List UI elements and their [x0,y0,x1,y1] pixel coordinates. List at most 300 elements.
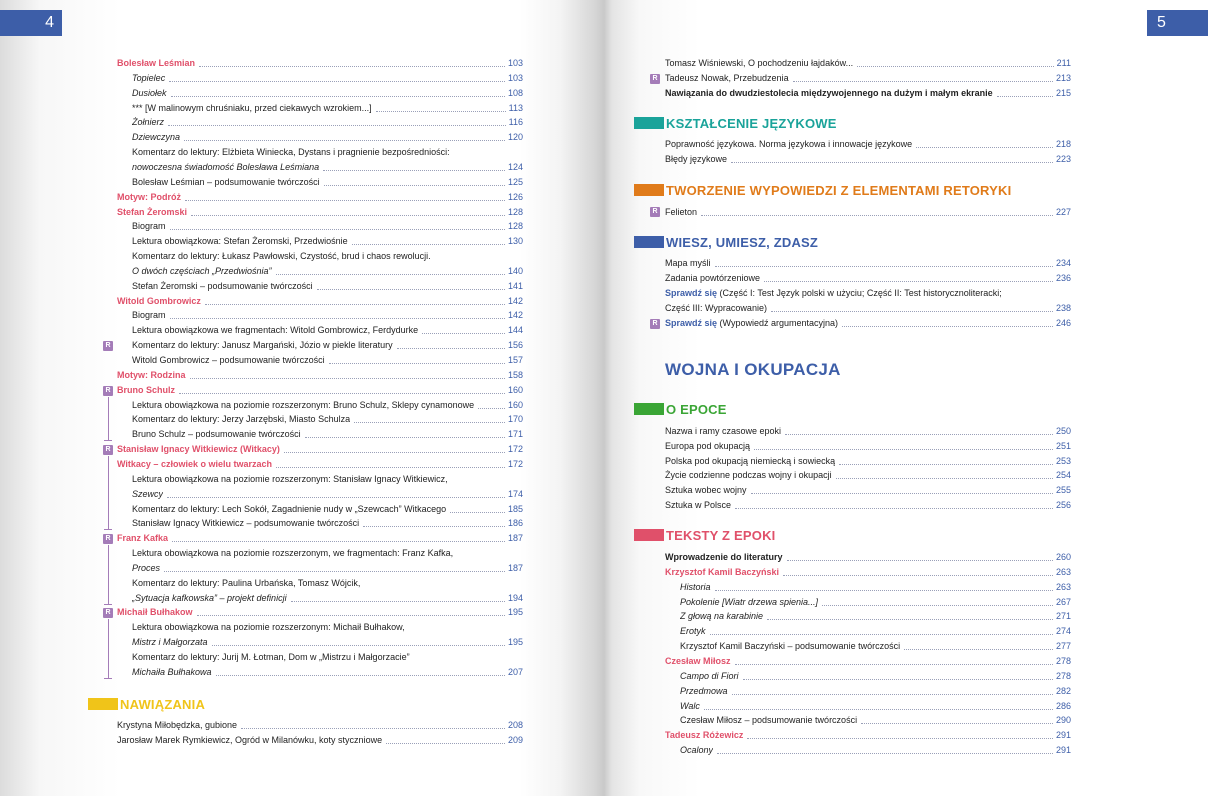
entry-title: Mapa myśli [665,258,711,268]
toc-entry[interactable] [665,454,1071,469]
leader-dots [169,81,505,82]
section-color-bar [634,117,664,129]
leader-dots [172,541,505,542]
toc-entry[interactable] [132,576,523,591]
leader-dots [839,464,1053,465]
entry-page-number: 108 [507,88,523,98]
entry-title: Krzysztof Kamil Baczyński [665,567,780,577]
entry-page-number: 290 [1055,715,1071,725]
entry-title: Tadeusz Nowak, Przebudzenia [665,73,789,83]
leader-dots [861,723,1053,724]
section-label: O EPOCE [666,401,727,417]
entry-title: Błędy językowe [665,154,728,164]
leader-dots [167,497,505,498]
toc-entry[interactable] [117,605,523,620]
toc-entry[interactable] [132,86,523,101]
toc-entry[interactable] [132,160,523,175]
leader-dots [197,615,505,616]
entry-title: Krzysztof Kamil Baczyński – podsumowanie twórczości [680,641,901,651]
extended-level-badge: R [650,319,660,329]
entry-page-number: 208 [507,720,523,730]
entry-page-number: 282 [1055,686,1071,696]
entry-page-number: 144 [507,325,523,335]
entry-page-number: 103 [507,58,523,68]
entry-title: Erotyk [680,626,706,636]
entry-title: „Sytuacja kafkowska” – projekt definicji [132,593,287,603]
entry-title: Stefan Żeromski – podsumowanie twórczości [132,281,313,291]
entry-page-number: 195 [507,607,523,617]
toc-entry[interactable] [665,56,1071,71]
leader-dots [717,753,1053,754]
entry-page-number: 160 [507,385,523,395]
entry-title: Życie codzienne podczas wojny i okupacji [665,470,832,481]
leader-dots [352,244,505,245]
entry-title: Michaił Bułhakow [117,607,193,617]
leader-dots [735,664,1053,665]
entry-title: Nazwa i ramy czasowe epoki [665,426,782,436]
toc-entry[interactable] [680,580,1071,595]
entry-page-number: 120 [507,132,523,142]
extended-level-badge: R [103,341,113,351]
entry-title: Biogram [132,310,166,320]
chapter-title: WOJNA I OKUPACJA [665,360,841,379]
toc-entry[interactable] [665,654,1071,669]
entry-title: Biogram [132,221,166,231]
toc-entry[interactable] [132,130,523,145]
leader-dots [185,200,505,201]
entry-page-number: 286 [1055,701,1071,711]
section-label: WIESZ, UMIESZ, ZDASZ [666,234,819,250]
toc-entry[interactable] [132,502,523,517]
entry-title: Europa pod okupacją [665,440,751,451]
entry-page-number: 128 [507,221,523,231]
toc-entry[interactable] [117,205,523,220]
entry-title: Franz Kafka [117,533,169,543]
entry-page-number: 211 [1056,58,1071,68]
entry-title: Komentarz do lektury: Paulina Urbańska, Tomasz Wójcik, [132,578,361,588]
entry-page-number: 271 [1055,611,1071,621]
leader-dots [836,478,1053,479]
entry-page-number: 209 [507,735,523,745]
toc-entry[interactable] [680,713,1071,728]
leader-dots [857,66,1054,67]
entry-page-number: 278 [1055,656,1071,666]
entry-title: Witold Gombrowicz [117,296,201,306]
entry-page-number: 125 [507,177,523,187]
toc-entry[interactable] [665,498,1071,513]
toc-entry[interactable] [132,353,523,368]
leader-dots [284,452,505,453]
entry-title: Stefan Żeromski [117,207,188,217]
section-heading [88,697,205,711]
entry-title: Komentarz do lektury: Lech Sokół, Zagadnienie nudy w „Szewcach” Witkacego [132,504,447,514]
leader-dots [190,378,505,379]
entry-page-number: 274 [1055,626,1071,636]
entry-title: Żołnierz [132,117,165,127]
extended-level-badge: R [103,608,113,618]
leader-dots [329,363,505,364]
leader-dots [168,125,506,126]
leader-dots [735,508,1053,509]
entry-page-number: 113 [508,103,523,113]
toc-entry[interactable] [132,546,523,561]
extended-range-line [108,619,109,678]
entry-page-number: 256 [1055,500,1071,510]
toc-entry[interactable] [665,256,1071,271]
entry-title: O dwóch częściach „Przedwiośnia” [132,266,272,276]
extended-range-line [108,545,109,604]
toc-entry[interactable] [132,516,523,531]
entry-title: Lektura obowiązkowa na poziomie rozszerzonym: Stanisław Ignacy Witkiewicz, [132,474,448,484]
entry-page-number: 246 [1055,318,1071,328]
entry-title: Bolesław Leśmian [117,58,196,68]
leader-dots [164,571,505,572]
entry-page-number: 116 [508,117,523,127]
toc-entry[interactable] [665,424,1071,439]
leader-dots [354,422,505,423]
leader-dots [363,526,505,527]
entry-page-number: 218 [1055,139,1071,149]
entry-title: Krystyna Miłobędzka, gubione [117,720,238,730]
leader-dots [324,185,505,186]
entry-title: Tadeusz Różewicz [665,730,744,740]
toc-entry[interactable] [132,279,523,294]
toc-entry[interactable] [132,175,523,190]
section-color-bar [634,403,664,415]
entry-page-number: 255 [1055,485,1071,496]
entry-title: Sztuka w Polsce [665,500,732,510]
entry-page-number: 277 [1055,641,1071,651]
entry-page-number: 278 [1055,671,1071,681]
entry-title: Lektura obowiązkowa na poziomie rozszerzonym: Michaił Bułhakow, [132,622,405,632]
entry-title: Czesław Miłosz [665,656,731,666]
section-color-bar [634,529,664,541]
toc-entry[interactable] [680,684,1071,699]
extended-level-badge: R [650,207,660,217]
leader-dots [767,619,1053,620]
toc-entry[interactable] [132,487,523,502]
section-heading [634,235,818,249]
entry-page-number: 160 [507,400,523,410]
entry-title: Historia [680,582,711,592]
entry-title: Czesław Miłosz – podsumowanie twórczości [680,715,858,725]
leader-dots [376,111,506,112]
toc-entry[interactable] [132,620,523,635]
entry-title: Jarosław Marek Rymkiewicz, Ogród w Milanówku, koty styczniowe [117,735,383,745]
extended-level-badge: R [103,386,113,396]
leader-dots [179,393,505,394]
entry-page-number: 215 [1055,88,1071,98]
leader-dots [171,96,505,97]
extended-range-cap [104,604,112,605]
entry-page-number: 174 [507,489,523,499]
leader-dots [731,162,1053,163]
entry-title: Nawiązania do dwudziestolecia międzywojennego na dużym i małym ekranie [665,88,993,98]
toc-entry[interactable] [132,665,523,680]
section-label: TEKSTY Z EPOKI [666,527,776,543]
entry-title: Szewcy [132,489,164,499]
toc-entry[interactable] [132,249,523,264]
entry-title: Campo di Fiori [680,671,739,681]
toc-entry[interactable] [117,442,523,457]
leader-dots [212,645,505,646]
entry-page-number: 171 [507,429,523,439]
entry-page-number: 291 [1055,745,1071,755]
entry-title: Pokolenie [Wiatr drzewa spienia...] [680,597,818,607]
toc-entry[interactable] [132,145,523,160]
entry-title: Przedmowa [680,686,728,696]
entry-page-number: 213 [1055,73,1071,83]
toc-entry[interactable] [132,561,523,576]
entry-title: Motyw: Rodzina [117,370,186,380]
toc-entry[interactable] [132,308,523,323]
leader-dots [743,679,1053,680]
leader-dots [170,318,505,319]
leader-dots [771,311,1053,312]
toc-entry[interactable] [665,286,1071,301]
entry-title: Sprawdź się (Wypowiedź argumentacyjna) [665,318,838,328]
leader-dots [422,333,505,334]
toc-entry[interactable] [132,338,523,353]
leader-dots [822,605,1053,606]
leader-dots [701,215,1053,216]
toc-entry[interactable] [680,743,1071,758]
toc-entry[interactable] [132,323,523,338]
leader-dots [783,575,1053,576]
entry-page-number: 172 [507,444,523,454]
entry-page-number: 130 [507,236,523,246]
page-number-right: 5 [1147,10,1208,36]
entry-title: Proces [132,563,161,573]
entry-title: Bolesław Leśmian – podsumowanie twórczości [132,177,320,187]
entry-page-number: 140 [507,266,523,276]
entry-page-number: 260 [1055,552,1071,562]
toc-entry[interactable] [665,468,1071,483]
toc-entry[interactable] [132,591,523,606]
entry-title: Bruno Schulz – podsumowanie twórczości [132,429,301,439]
toc-entry[interactable] [680,609,1071,624]
entry-page-number: 124 [507,162,523,172]
leader-dots [191,215,505,216]
leader-dots [199,66,505,67]
entry-title: Michaiła Bułhakowa [132,667,212,677]
toc-entry[interactable] [117,56,523,71]
entry-title: Komentarz do lektury: Jurij M. Łotman, Dom w „Mistrzu i Małgorzacie” [132,652,410,662]
toc-entry[interactable] [665,316,1071,331]
entry-title: Felieton [665,207,698,217]
leader-dots [216,675,505,676]
entry-title: Dziewczyna [132,132,181,142]
section-heading [634,116,837,130]
entry-page-number: 263 [1055,582,1071,592]
toc-entry[interactable] [132,650,523,665]
toc-entry[interactable] [132,101,523,116]
entry-page-number: 234 [1055,258,1071,268]
entry-title: Poprawność językowa. Norma językowa i innowacje językowe [665,139,913,149]
leader-dots [997,96,1053,97]
entry-title: Z głową na karabinie [680,611,764,621]
entry-title: Lektura obowiązkowa: Stefan Żeromski, Przedwiośnie [132,236,348,246]
section-color-bar [634,184,664,196]
toc-entry[interactable] [117,368,523,383]
leader-dots [754,449,1053,450]
entry-page-number: 236 [1055,273,1071,283]
extended-level-badge: R [103,534,113,544]
toc-entry[interactable] [680,624,1071,639]
leader-dots [323,170,505,171]
entry-title: Ocalony [680,745,714,755]
entry-page-number: 158 [507,370,523,380]
entry-title: Sprawdź się (Część I: Test Język polski w użyciu; Część II: Test historycznoliteracki; [665,288,1002,298]
toc-entry[interactable] [665,439,1071,454]
entry-title: Bruno Schulz [117,385,175,395]
leader-dots [732,694,1053,695]
leader-dots [764,281,1053,282]
leader-dots [715,590,1053,591]
leader-dots [704,709,1053,710]
toc-entry[interactable] [132,219,523,234]
entry-title: Walc [680,701,700,711]
entry-title: Tomasz Wiśniewski, O pochodzeniu łajdaków... [665,58,854,68]
entry-title: Lektura obowiązkowa we fragmentach: Witold Gombrowicz, Ferdydurke [132,325,419,335]
entry-page-number: 186 [507,518,523,528]
entry-page-number: 250 [1055,426,1071,436]
leader-dots [793,81,1053,82]
extended-range-line [108,397,109,440]
entry-page-number: 195 [507,637,523,647]
entry-page-number: 156 [507,340,523,350]
toc-entry[interactable] [680,699,1071,714]
toc-entry[interactable] [117,457,523,472]
leader-dots [184,140,505,141]
section-label: NAWIĄZANIA [120,696,206,712]
entry-page-number: 141 [507,281,523,291]
entry-title: Komentarz do lektury: Janusz Margański, Józio w piekle literatury [132,340,393,350]
entry-title: *** [W malinowym chruśniaku, przed ciekawych wzrokiem...] [132,103,372,113]
toc-entry[interactable] [132,427,523,442]
section-heading [634,402,727,416]
entry-title: Witold Gombrowicz – podsumowanie twórczości [132,355,325,365]
toc-entry[interactable] [665,86,1071,101]
entry-page-number: 126 [507,192,523,202]
section-heading [634,183,1011,197]
entry-title: Stanisław Ignacy Witkiewicz – podsumowanie twórczości [132,518,360,528]
entry-page-number: 142 [507,296,523,306]
toc-entry[interactable] [665,137,1071,152]
leader-dots [205,304,505,305]
entry-page-number: 291 [1055,730,1071,740]
toc-entry[interactable] [132,264,523,279]
toc-entry[interactable] [117,383,523,398]
toc-entry[interactable] [665,550,1071,565]
toc-entry[interactable] [117,733,523,748]
extended-range-line [108,456,109,529]
toc-entry[interactable] [665,71,1071,86]
leader-dots [785,434,1053,435]
extended-range-cap [104,678,112,679]
entry-title: Zadania powtórzeniowe [665,273,761,283]
leader-dots [276,467,505,468]
entry-page-number: 254 [1055,470,1071,481]
toc-entry[interactable] [132,398,523,413]
leader-dots [904,649,1053,650]
entry-page-number: 267 [1055,597,1071,607]
leader-dots [710,634,1053,635]
toc-entry[interactable] [665,301,1071,316]
toc-entry[interactable] [132,472,523,487]
leader-dots [715,266,1053,267]
toc-entry[interactable] [117,718,523,733]
entry-page-number: 251 [1055,440,1071,451]
toc-entry[interactable] [680,669,1071,684]
toc-entry[interactable] [665,565,1071,580]
entry-title: Topielec [132,73,166,83]
section-label: KSZTAŁCENIE JĘZYKOWE [666,115,837,131]
toc-entry[interactable] [665,483,1071,498]
leader-dots [450,512,505,513]
entry-page-number: 103 [507,73,523,83]
page-number-left: 4 [0,10,62,36]
entry-page-number: 223 [1055,154,1071,164]
entry-title: Lektura obowiązkowa na poziomie rozszerzonym, we fragmentach: Franz Kafka, [132,548,454,558]
toc-entry[interactable] [132,412,523,427]
leader-dots [317,289,505,290]
toc-entry[interactable] [132,234,523,249]
entry-page-number: 128 [507,207,523,217]
entry-page-number: 207 [507,667,523,677]
entry-page-number: 142 [507,310,523,320]
entry-page-number: 157 [507,355,523,365]
leader-dots [397,348,505,349]
section-heading [634,528,775,542]
toc-entry[interactable] [665,271,1071,286]
toc-entry[interactable] [117,531,523,546]
entry-page-number: 170 [507,414,523,424]
entry-title: Stanisław Ignacy Witkiewicz (Witkacy) [117,444,280,454]
entry-page-number: 263 [1055,567,1071,577]
entry-page-number: 227 [1055,207,1071,217]
entry-title: Lektura obowiązkowa na poziomie rozszerzonym: Bruno Schulz, Sklepy cynamonowe [132,400,475,410]
entry-page-number: 187 [507,533,523,543]
toc-entry[interactable] [665,152,1071,167]
entry-page-number: 238 [1055,303,1071,313]
entry-title: Część III: Wypracowanie) [665,303,767,313]
extended-range-cap [104,440,112,441]
extended-range-cap [104,529,112,530]
toc-entry[interactable] [132,71,523,86]
toc-entry[interactable] [132,115,523,130]
toc-entry[interactable] [117,190,523,205]
toc-entry[interactable] [680,595,1071,610]
extended-level-badge: R [103,445,113,455]
toc-entry[interactable] [665,205,1071,220]
toc-entry[interactable] [117,294,523,309]
leader-dots [747,738,1053,739]
toc-entry[interactable] [132,635,523,650]
leader-dots [276,274,505,275]
leader-dots [751,493,1053,494]
entry-title: Mistrz i Małgorzata [132,637,208,647]
entry-title: Komentarz do lektury: Łukasz Pawłowski, Czystość, brud i chaos rewolucji. [132,251,431,261]
toc-entry[interactable] [680,639,1071,654]
entry-title: Motyw: Podróż [117,192,181,202]
toc-entry[interactable] [665,728,1071,743]
section-color-bar [88,698,118,710]
leader-dots [291,601,505,602]
entry-page-number: 172 [507,459,523,469]
entry-title: Wprowadzenie do literatury [665,552,783,562]
leader-dots [386,743,505,744]
